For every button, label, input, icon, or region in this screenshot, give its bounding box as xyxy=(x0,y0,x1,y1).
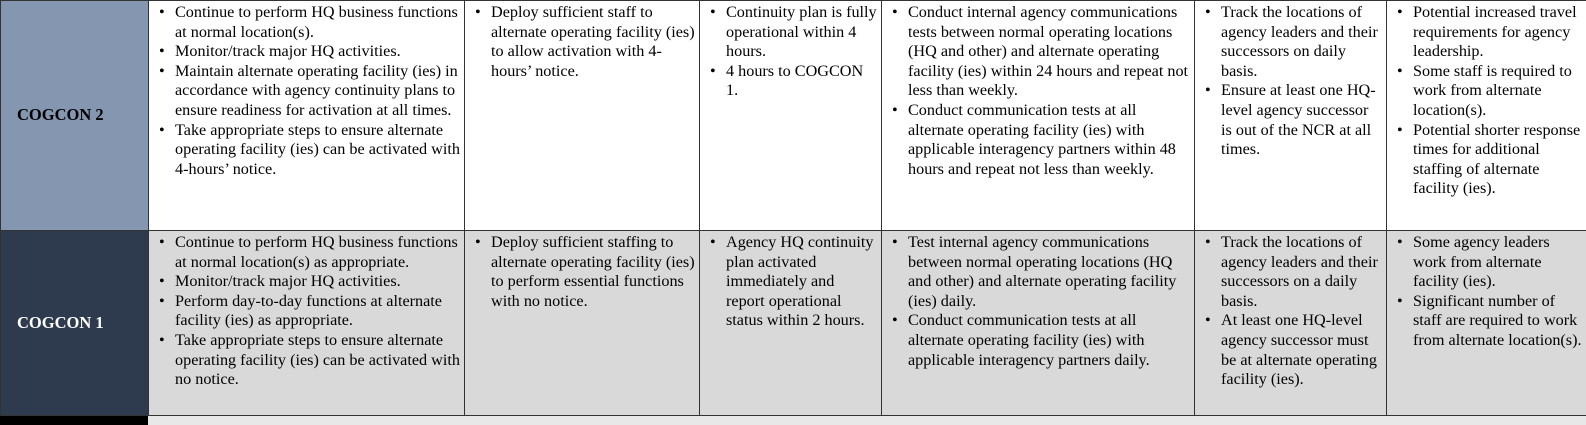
bullet-list xyxy=(1395,233,1582,351)
cell-staffing xyxy=(465,231,700,416)
cell-hq-actions xyxy=(149,231,465,416)
list-item: • Monitor/track major HQ activities. xyxy=(157,42,460,62)
list-item: • Monitor/track major HQ activities. xyxy=(157,272,460,292)
bullet-list xyxy=(157,3,460,179)
list-item: • Test internal agency communications between normal operating locations (HQ and other) and alternate operating facility (ies) daily. xyxy=(890,233,1190,311)
list-item: • Track the locations of agency leaders and their successors on a daily basis. xyxy=(1203,233,1382,311)
table-row xyxy=(1,231,1586,416)
bullet-list xyxy=(890,233,1190,370)
list-item: • Deploy sufficient staff to alternate operating facility (ies) to allow activation with 4-hours’ notice. xyxy=(473,3,695,81)
table-row xyxy=(1,1,1586,231)
list-item: • 4 hours to COGCON 1. xyxy=(708,62,877,101)
list-item: • Some agency leaders work from alternate facility (ies). xyxy=(1395,233,1582,292)
cogcon-level-label: COGCON 2 xyxy=(1,1,149,231)
list-item: • Track the locations of agency leaders and their successors on daily basis. xyxy=(1203,3,1382,81)
list-item: • Agency HQ continuity plan activated immediately and report operational status within 2 hours. xyxy=(708,233,877,331)
list-item: • Ensure at least one HQ-level agency successor is out of the NCR at all times. xyxy=(1203,81,1382,159)
cell-continuity-plan xyxy=(700,1,882,231)
list-item: • Continuity plan is fully operational within 4 hours. xyxy=(708,3,877,62)
list-item: • Potential increased travel requirements for agency leadership. xyxy=(1395,3,1582,62)
cogcon-table-body xyxy=(1,1,1586,416)
bullet-list xyxy=(157,233,460,390)
cell-leadership-tracking xyxy=(1195,1,1387,231)
cell-hq-actions xyxy=(149,1,465,231)
cell-impact xyxy=(1387,1,1586,231)
bottom-rule xyxy=(0,416,148,425)
bullet-list xyxy=(1203,3,1382,160)
cell-continuity-plan xyxy=(700,231,882,416)
list-item: • Perform day-to-day functions at alternate facility (ies) as appropriate. xyxy=(157,292,460,331)
list-item: • Continue to perform HQ business functions at normal location(s) as appropriate. xyxy=(157,233,460,272)
list-item: • Conduct communication tests at all alternate operating facility (ies) with applicable interagency partners daily. xyxy=(890,311,1190,370)
bullet-list xyxy=(1395,3,1582,199)
bottom-strip xyxy=(148,416,1586,425)
list-item: • Potential shorter response times for additional staffing of alternate facility (ies). xyxy=(1395,121,1582,199)
list-item: • Deploy sufficient staffing to alternate operating facility (ies) to perform essential functions with no notice. xyxy=(473,233,695,311)
cogcon-level-label: COGCON 1 xyxy=(1,231,149,416)
list-item: • At least one HQ-level agency successor must be at alternate operating facility (ies). xyxy=(1203,311,1382,389)
list-item: • Take appropriate steps to ensure alternate operating facility (ies) can be activated with no notice. xyxy=(157,331,460,390)
list-item: • Significant number of staff are required to work from alternate location(s). xyxy=(1395,292,1582,351)
cell-communications-tests xyxy=(882,231,1195,416)
bullet-list xyxy=(473,3,695,81)
bullet-list xyxy=(890,3,1190,179)
list-item: • Maintain alternate operating facility (ies) in accordance with agency continuity plans to ensure readiness for activation at all times. xyxy=(157,62,460,121)
bullet-list xyxy=(473,233,695,311)
bullet-list xyxy=(708,233,877,331)
cell-staffing xyxy=(465,1,700,231)
list-item: • Take appropriate steps to ensure alternate operating facility (ies) can be activated with 4-hours’ notice. xyxy=(157,121,460,180)
list-item: • Continue to perform HQ business functions at normal location(s). xyxy=(157,3,460,42)
cell-impact xyxy=(1387,231,1586,416)
list-item: • Conduct internal agency communications tests between normal operating locations (HQ and other) and alternate operating facility (ies) within 24 hours and repeat not less than weekly. xyxy=(890,3,1190,101)
list-item: • Some staff is required to work from alternate location(s). xyxy=(1395,62,1582,121)
bullet-list xyxy=(1203,233,1382,390)
cell-leadership-tracking xyxy=(1195,231,1387,416)
list-item: • Conduct communication tests at all alternate operating facility (ies) with applicable interagency partners within 48 hours and repeat not less than weekly. xyxy=(890,101,1190,179)
cell-communications-tests xyxy=(882,1,1195,231)
bullet-list xyxy=(708,3,877,101)
